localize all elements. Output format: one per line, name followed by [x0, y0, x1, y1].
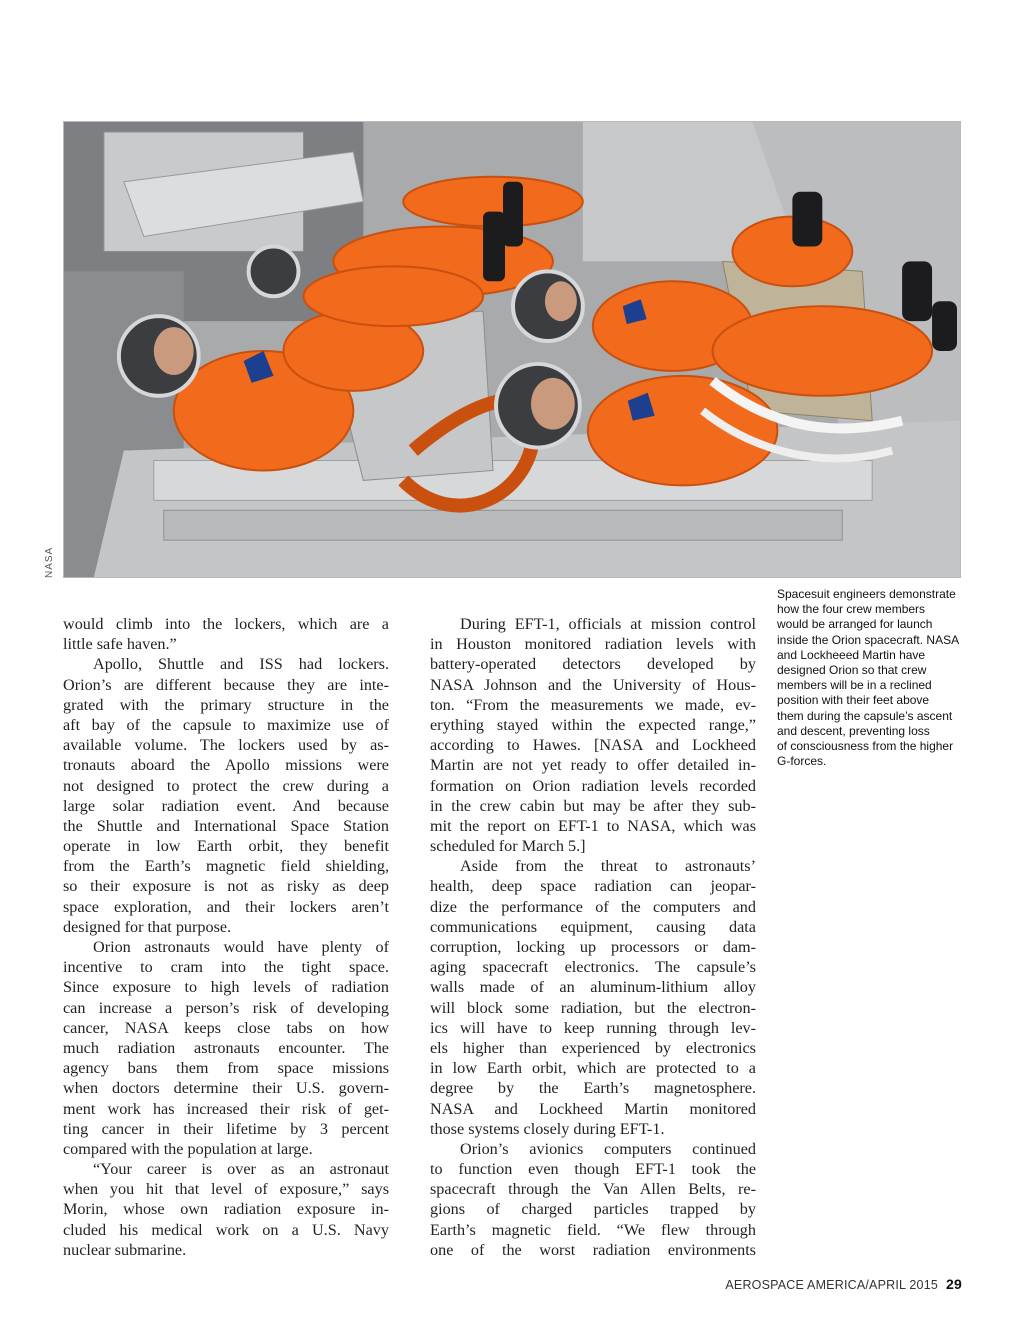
text-line: not designed to protect the crew during a — [63, 776, 389, 795]
caption-line: Spacesuit engineers demonstrate — [777, 587, 956, 601]
text-line: walls made of an aluminum-lithium alloy — [430, 978, 756, 997]
text-line: erything stayed within the expected range,” — [430, 715, 756, 734]
text-line: ting cancer in their lifetime by 3 percent — [63, 1119, 389, 1138]
text-line: ton. “From the measurements we made, ev- — [430, 695, 756, 714]
text-line: when doctors determine their U.S. govern- — [63, 1079, 389, 1098]
text-line: so their exposure is not as risky as deep — [63, 877, 389, 896]
text-line: available volume. The lockers used by as- — [63, 736, 389, 755]
text-line: tronauts aboard the Apollo missions were — [63, 756, 389, 775]
text-line: according to Hawes. [NASA and Lockheed — [430, 736, 756, 755]
text-line: Aside from the threat to astronauts’ — [460, 857, 756, 876]
caption-line: position with their feet above — [777, 693, 930, 708]
text-line: operate in low Earth orbit, they benefit — [63, 837, 389, 856]
caption-line: of consciousness from the higher — [777, 739, 954, 754]
article-column-middle — [430, 614, 756, 1260]
text-line: degree by the Earth’s magnetosphere. — [430, 1079, 756, 1098]
text-line: health, deep space radiation can jeopar- — [430, 877, 756, 896]
photo-caption — [777, 587, 967, 769]
caption-line: designed Orion so that crew — [777, 663, 927, 678]
caption-line: members will be in a reclined — [777, 678, 932, 693]
caption-line: G-forces. — [777, 754, 827, 769]
text-line: Apollo, Shuttle and ISS had lockers. — [93, 655, 389, 674]
text-line: one of the worst radiation environments — [430, 1240, 756, 1259]
text-line: large solar radiation event. And because — [63, 796, 389, 815]
text-line: little safe haven.” — [63, 635, 177, 654]
crew-seating-photo — [63, 121, 961, 578]
photo-credit: NASA — [44, 546, 55, 578]
text-line: those systems closely during EFT-1. — [430, 1119, 665, 1138]
caption-line: and descent, preventing loss — [777, 723, 930, 738]
text-line: agency bans them from space missions — [63, 1059, 389, 1078]
text-line: mit the report on EFT-1 to NASA, which was — [430, 816, 756, 835]
text-line: NASA and Lockheed Martin monitored — [430, 1099, 756, 1118]
text-line: els higher than experienced by electronics — [430, 1038, 756, 1057]
page-footer — [725, 1276, 962, 1292]
text-line: in the crew cabin but may be after they sub- — [430, 796, 756, 815]
text-line: dize the performance of the computers and — [430, 897, 756, 916]
text-line: scheduled for March 5.] — [430, 837, 586, 856]
text-line: aft bay of the capsule to maximize use of — [63, 715, 389, 734]
text-line: to function even though EFT-1 took the — [430, 1160, 756, 1179]
text-line: formation on Orion radiation levels recorded — [430, 776, 756, 795]
crew-seating-illustration — [64, 122, 960, 577]
text-line: spacecraft through the Van Allen Belts, re- — [430, 1180, 756, 1199]
text-line: communications equipment, causing data — [430, 917, 756, 936]
caption-line: inside the Orion spacecraft. NASA — [777, 632, 960, 647]
text-line: During EFT-1, officials at mission control — [460, 615, 756, 633]
text-line: cancer, NASA keeps close tabs on how — [63, 1018, 389, 1037]
text-line: grated with the primary structure in the — [63, 695, 389, 714]
text-line: corruption, locking up processors or dam- — [430, 938, 756, 956]
text-line: NASA Johnson and the University of Hous- — [430, 675, 756, 694]
text-line: nuclear submarine. — [63, 1240, 187, 1259]
text-line: in Houston monitored radiation levels with — [430, 635, 756, 654]
text-line: Orion’s avionics computers continued — [460, 1139, 756, 1158]
text-line: battery-operated detectors developed by — [430, 655, 756, 674]
text-line: gions of charged particles trapped by — [430, 1200, 756, 1219]
caption-line: them during the capsule’s ascent — [777, 708, 953, 723]
page-number: 29 — [946, 1276, 962, 1292]
text-line: much radiation astronauts encounter. The — [63, 1038, 389, 1057]
text-line: in low Earth orbit, which are protected to a — [430, 1059, 756, 1078]
caption-line: how the four crew members — [777, 602, 926, 617]
text-line: Since exposure to high levels of radiation — [63, 978, 389, 997]
text-line: from the Earth’s magnetic field shielding, — [63, 857, 389, 876]
text-line: cluded his medical work on a U.S. Navy — [63, 1220, 389, 1239]
text-line: Orion’s are different because they are inte- — [63, 675, 389, 694]
text-line: space exploration, and their lockers aren’t — [63, 897, 389, 916]
text-line: would climb into the lockers, which are a — [63, 615, 389, 633]
text-line: Martin are not yet ready to offer detailed in- — [430, 756, 756, 775]
publication-name: AEROSPACE AMERICA/APRIL 2015 — [725, 1278, 939, 1292]
text-line: compared with the population at large. — [63, 1139, 313, 1158]
text-line: will block some radiation, but the electron- — [430, 998, 756, 1017]
text-line: incentive to cram into the tight space. — [63, 958, 389, 977]
text-line: ics will have to keep running through lev- — [430, 1018, 756, 1037]
text-line: can increase a person’s risk of developing — [63, 998, 389, 1017]
text-line: “Your career is over as an astronaut — [93, 1160, 389, 1179]
text-line: ment work has increased their risk of get- — [63, 1099, 389, 1118]
caption-line: would be arranged for launch — [777, 617, 933, 632]
text-line: Morin, whose own radiation exposure in- — [63, 1200, 389, 1219]
text-line: aging spacecraft electronics. The capsule’s — [430, 958, 756, 977]
text-line: when you hit that level of exposure,” says — [63, 1180, 389, 1199]
text-line: Earth’s magnetic field. “We flew through — [430, 1220, 756, 1239]
text-line: the Shuttle and International Space Station — [63, 816, 389, 835]
text-line: Orion astronauts would have plenty of — [93, 938, 389, 956]
text-line: designed for that purpose. — [63, 917, 232, 936]
caption-line: and Lockheeed Martin have — [777, 647, 926, 662]
article-column-left — [63, 614, 389, 1260]
